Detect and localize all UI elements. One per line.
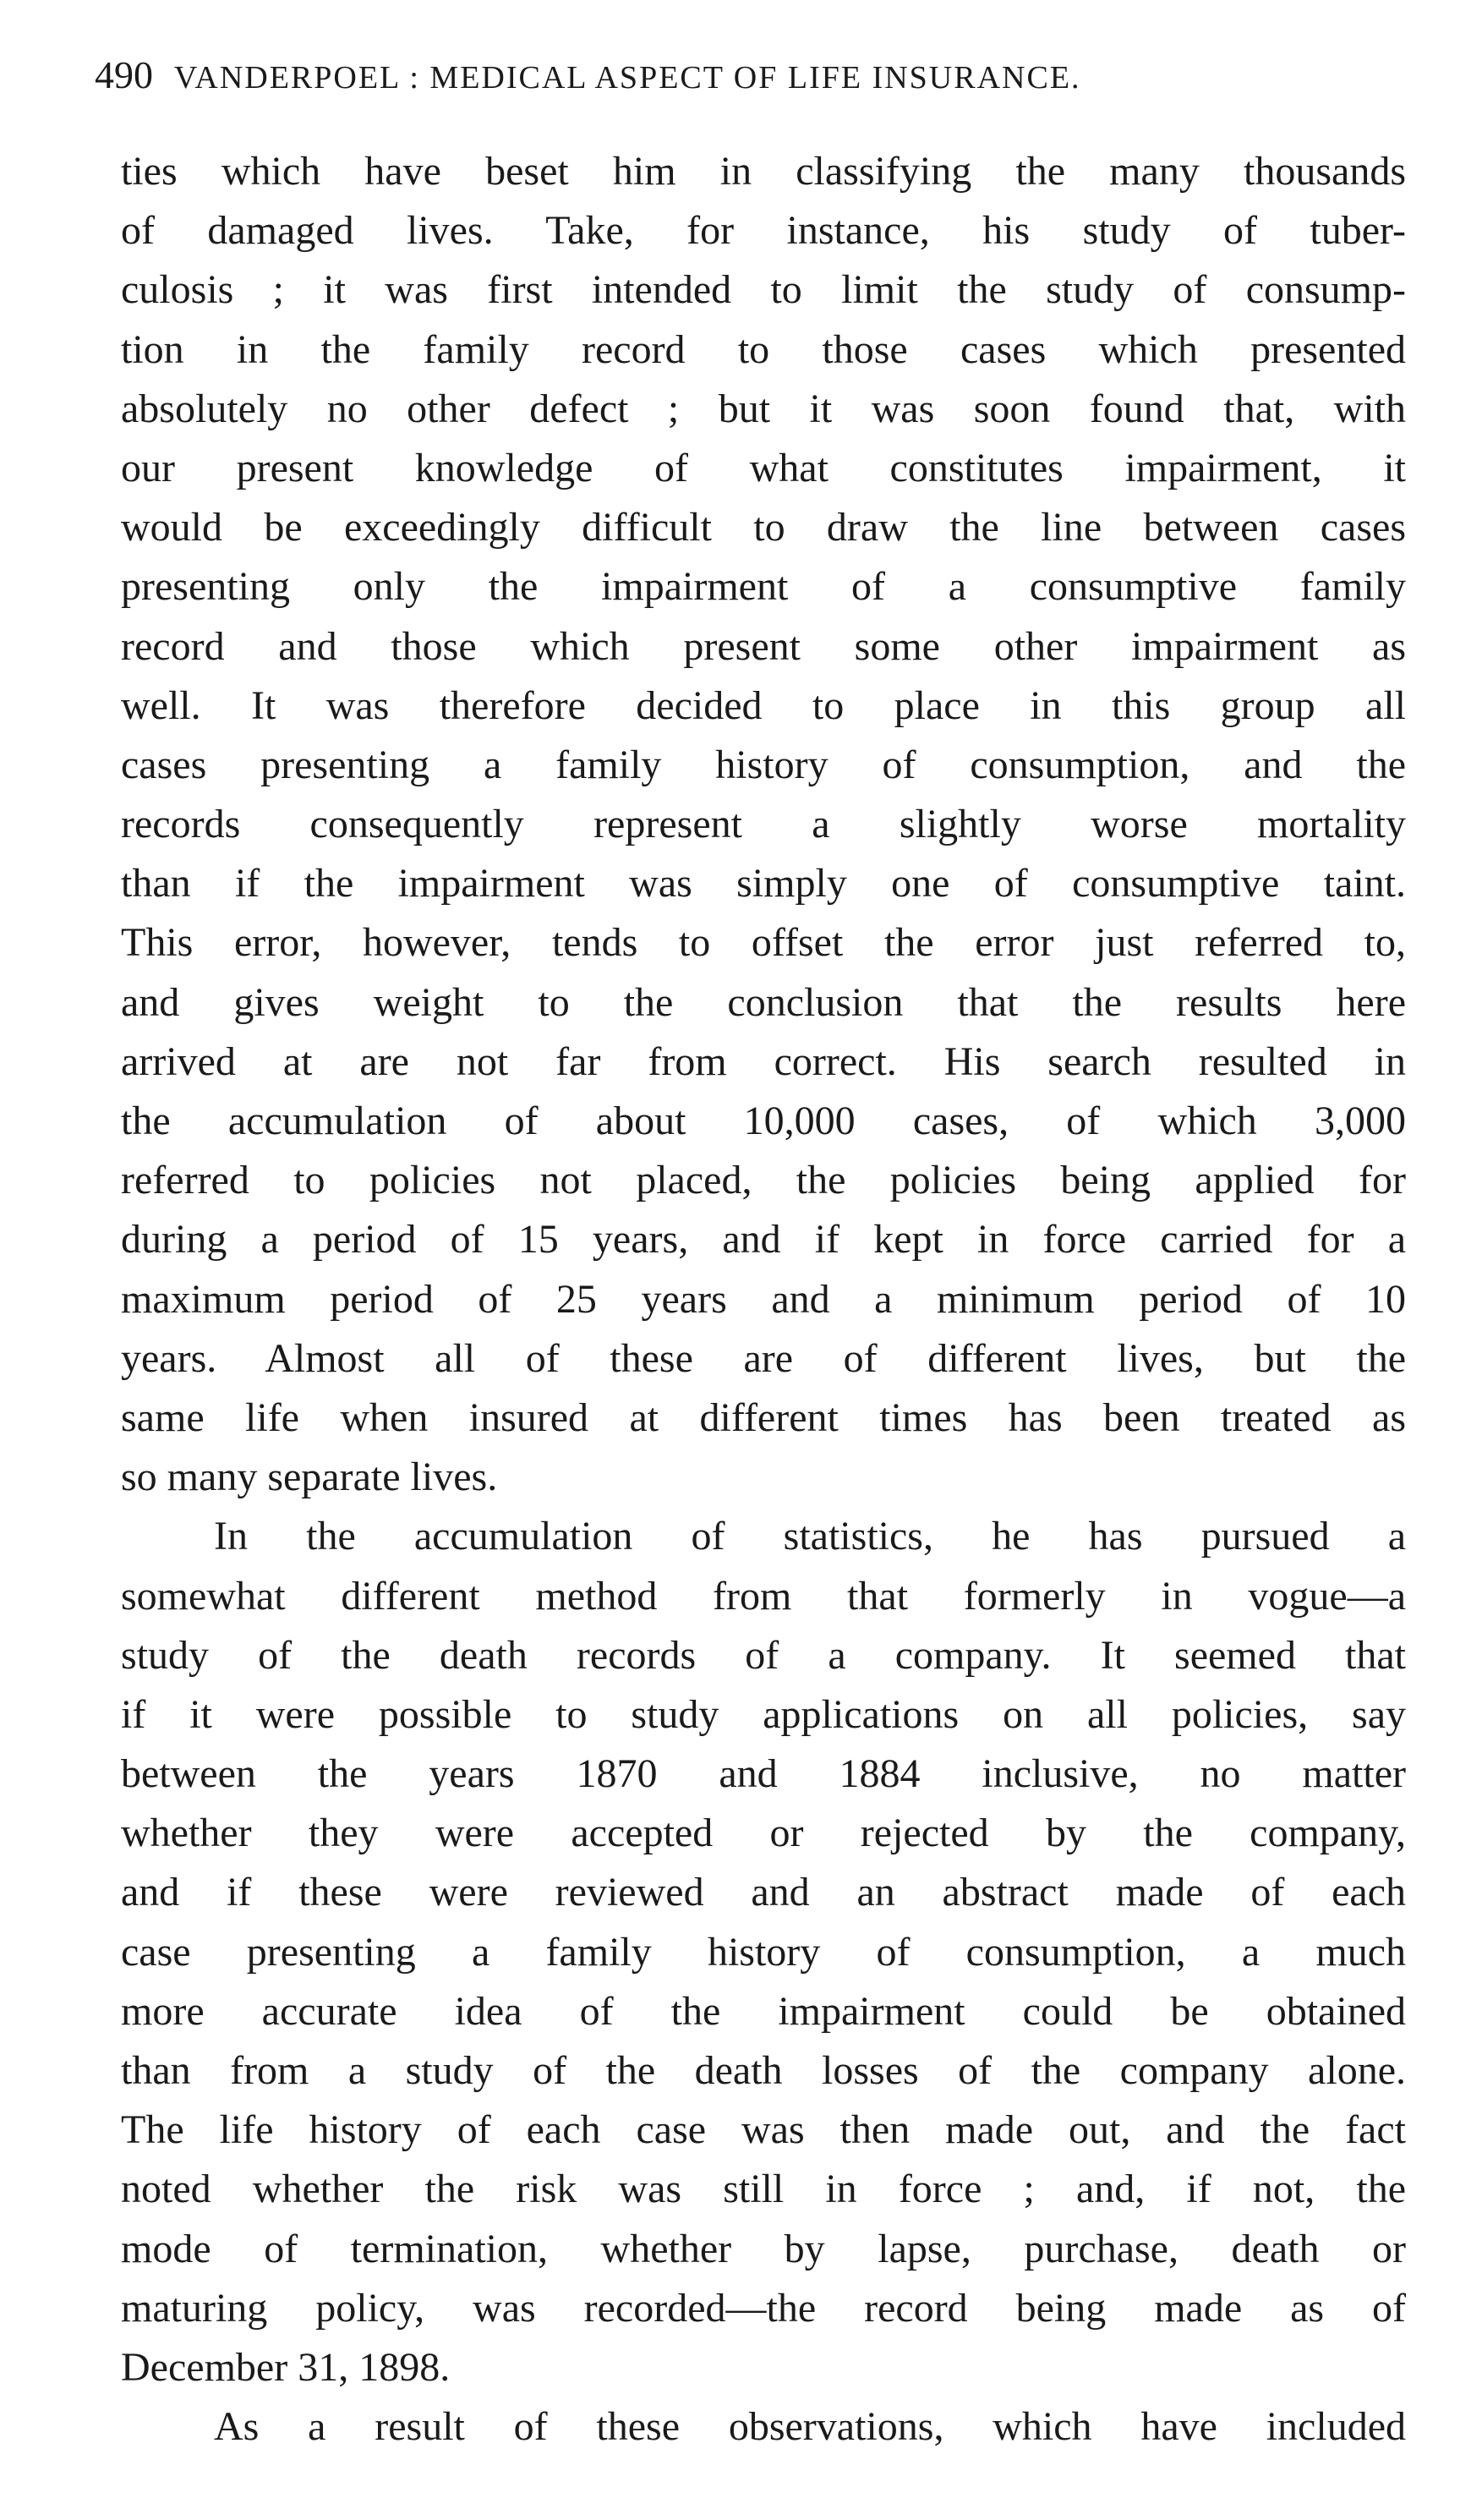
text-line: record and those which present some other impairment as xyxy=(121,623,1406,669)
text-line: arrived at are not far from correct. His search resulted in xyxy=(121,1038,1406,1084)
text-line: maximum period of 25 years and a minimum period of 10 xyxy=(121,1276,1406,1322)
text-line: study of the death records of a company. It seemed that xyxy=(121,1632,1406,1678)
text-line: case presenting a family history of consumption, a much xyxy=(121,1929,1406,1975)
text-line: whether they were accepted or rejected by the company, xyxy=(121,1811,1406,1856)
text-line: records consequently represent a slightly worse mortality xyxy=(121,802,1406,847)
text-line: during a period of 15 years, and if kept in force carried for a xyxy=(121,1217,1406,1263)
text-line: culosis ; it was first intended to limit the study of consump- xyxy=(121,267,1406,313)
text-line: somewhat different method from that formerly in vogue—a xyxy=(121,1573,1406,1619)
text-line: years. Almost all of these are of different lives, but the xyxy=(121,1335,1406,1381)
text-line: referred to policies not placed, the policies being applied for xyxy=(121,1158,1406,1203)
page-number: 490 xyxy=(95,53,153,96)
text-line: than if the impairment was simply one of consumptive taint. xyxy=(121,861,1406,907)
text-line: if it were possible to study applications on all policies, say xyxy=(121,1691,1406,1737)
text-line: same life when insured at different times has been treated as xyxy=(121,1394,1406,1440)
text-line: maturing policy, was recorded—the record being made as of xyxy=(121,2285,1406,2331)
text-line: mode of termination, whether by lapse, purchase, death or xyxy=(121,2226,1406,2271)
running-title: VANDERPOEL : MEDICAL ASPECT OF LIFE INSURANCE. xyxy=(173,60,1081,96)
text-line: more accurate idea of the impairment could be obtained xyxy=(121,1988,1406,2034)
text-line: cases presenting a family history of consumption, and the xyxy=(121,742,1406,787)
text-line: This error, however, tends to offset the error just referred to, xyxy=(121,920,1406,966)
text-line: the accumulation of about 10,000 cases, of which 3,000 xyxy=(121,1098,1406,1143)
text-line: December 31, 1898. xyxy=(121,2344,451,2390)
text-line: noted whether the risk was still in force ; and, if not, the xyxy=(121,2167,1406,2212)
text-line: would be exceedingly difficult to draw the line between cases xyxy=(121,505,1406,551)
text-line: tion in the family record to those cases which presented xyxy=(121,326,1406,372)
text-line: than from a study of the death losses of the company alone. xyxy=(121,2048,1406,2093)
text-line: presenting only the impairment of a consumptive family xyxy=(121,564,1406,610)
running-head xyxy=(95,52,1414,97)
text-line: well. It was therefore decided to place in this group all xyxy=(121,682,1406,728)
text-line: so many separate lives. xyxy=(121,1454,498,1500)
text-line: and gives weight to the conclusion that the results here xyxy=(121,979,1406,1025)
text-line: In the accumulation of statistics, he has pursued a xyxy=(214,1514,1406,1559)
text-line: our present knowledge of what constitutes impairment, it xyxy=(121,445,1406,490)
text-line: ties which have beset him in classifying the many thousands xyxy=(121,149,1406,194)
body-text xyxy=(121,142,1406,2457)
text-line: As a result of these observations, which have included xyxy=(214,2404,1406,2450)
text-line: The life history of each case was then made out, and the fact xyxy=(121,2107,1406,2153)
text-line: between the years 1870 and 1884 inclusive, no matter xyxy=(121,1751,1406,1797)
text-line: of damaged lives. Take, for instance, his study of tuber- xyxy=(121,208,1406,254)
text-line: absolutely no other defect ; but it was soon found that, with xyxy=(121,386,1406,431)
text-line: and if these were reviewed and an abstract made of each xyxy=(121,1870,1406,1915)
